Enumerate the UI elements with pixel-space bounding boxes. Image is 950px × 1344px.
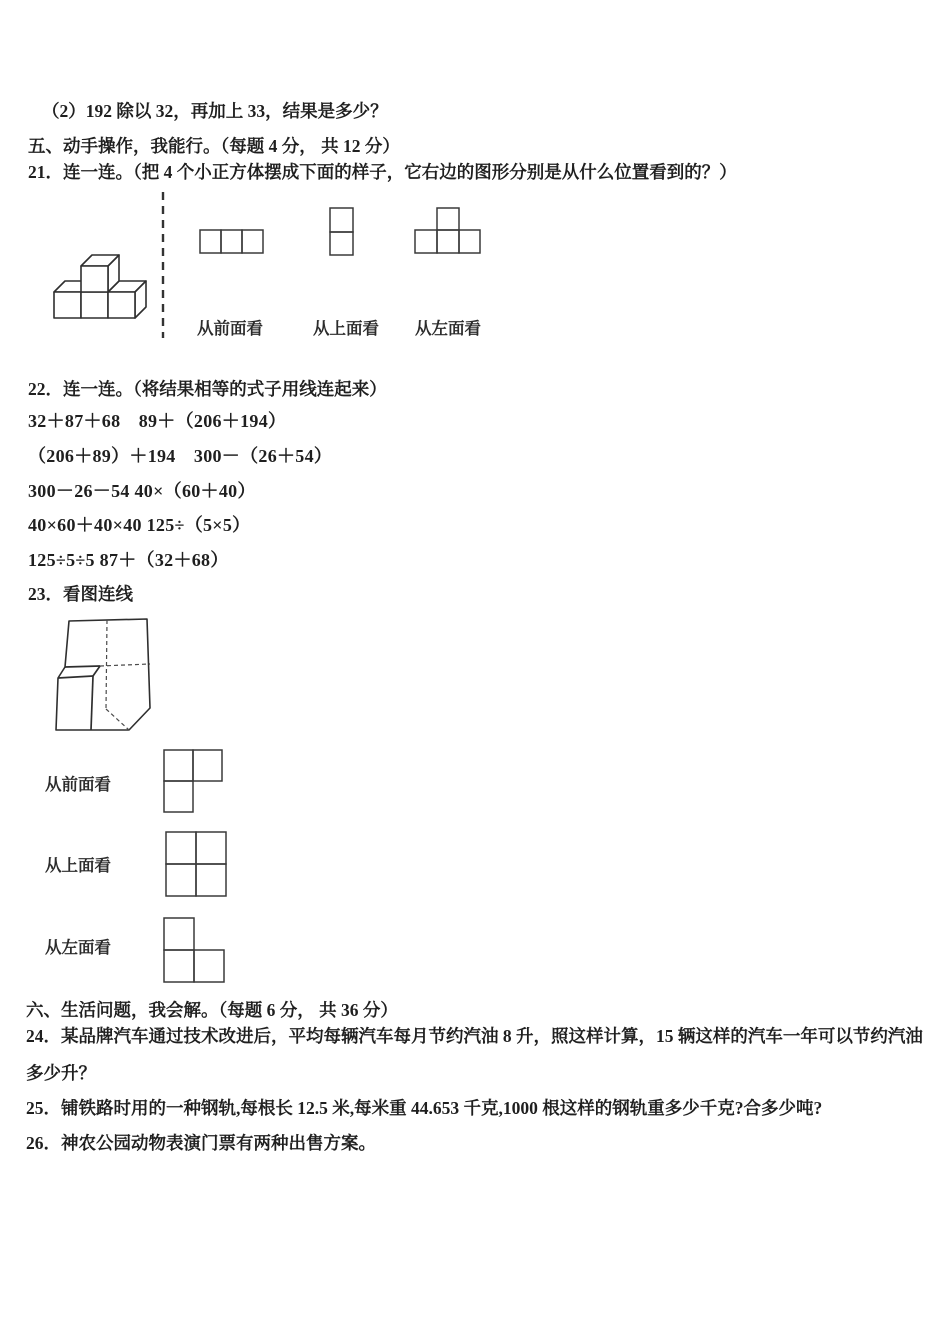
label-view-left-q23: 从左面看 xyxy=(45,938,111,957)
expression-pair-2: （206＋89）＋194 300－（26＋54） xyxy=(28,446,333,466)
view-grid-pshape-q23 xyxy=(163,749,225,814)
cube-block-figure-q23 xyxy=(47,610,153,732)
cube-stack-figure-q21 xyxy=(52,252,150,324)
question-23-title: 23．看图连线 xyxy=(28,584,133,604)
question-24-line2: 多少升？ xyxy=(26,1063,96,1083)
view-grid-tshape-q21 xyxy=(413,207,481,254)
label-view-top-q21: 从上面看 xyxy=(313,319,379,338)
expression-pair-4: 40×60＋40×40 125÷（5×5） xyxy=(28,515,251,535)
view-grid-column2-q21 xyxy=(329,207,354,257)
question-21-title: 21．连一连。（把 4 个小正方体摆成下面的样子，它右边的图形分别是从什么位置看到的？） xyxy=(28,162,737,182)
expression-pair-1: 32＋87＋68 89＋（206＋194） xyxy=(28,411,287,431)
question-22-title: 22．连一连。（将结果相等的式子用线连起来） xyxy=(28,379,387,399)
question-26-text: 26．神农公园动物表演门票有两种出售方案。 xyxy=(26,1133,376,1153)
view-grid-square4-q23 xyxy=(165,831,229,898)
section-5-header: 五、动手操作，我能行。（每题 4 分， 共 12 分） xyxy=(28,136,400,156)
question-2-text: （2）192 除以 32，再加上 33，结果是多少？ xyxy=(42,101,388,121)
label-view-top-q23: 从上面看 xyxy=(45,856,111,875)
question-25-text: 25．铺铁路时用的一种钢轨,每根长 12.5 米,每米重 44.653 千克,1000 根这样的钢轨重多少千克?合多少吨? xyxy=(26,1098,823,1118)
view-grid-row3-q21 xyxy=(199,229,265,254)
label-view-front-q23: 从前面看 xyxy=(45,775,111,794)
label-view-front-q21: 从前面看 xyxy=(197,319,263,338)
label-view-left-q21: 从左面看 xyxy=(415,319,481,338)
section-6-header: 六、生活问题，我会解。（每题 6 分， 共 36 分） xyxy=(26,1000,398,1020)
question-24-line1: 24．某品牌汽车通过技术改进后，平均每辆汽车每月节约汽油 8 升，照这样计算，15 辆这样的汽车一年可以节约汽油 xyxy=(26,1026,923,1046)
expression-pair-3: 300－26－54 40×（60＋40） xyxy=(28,481,256,501)
divider-dashed-line xyxy=(158,192,170,338)
view-grid-lshape-q23 xyxy=(163,917,227,984)
expression-pair-5: 125÷5÷5 87＋（32＋68） xyxy=(28,550,229,570)
